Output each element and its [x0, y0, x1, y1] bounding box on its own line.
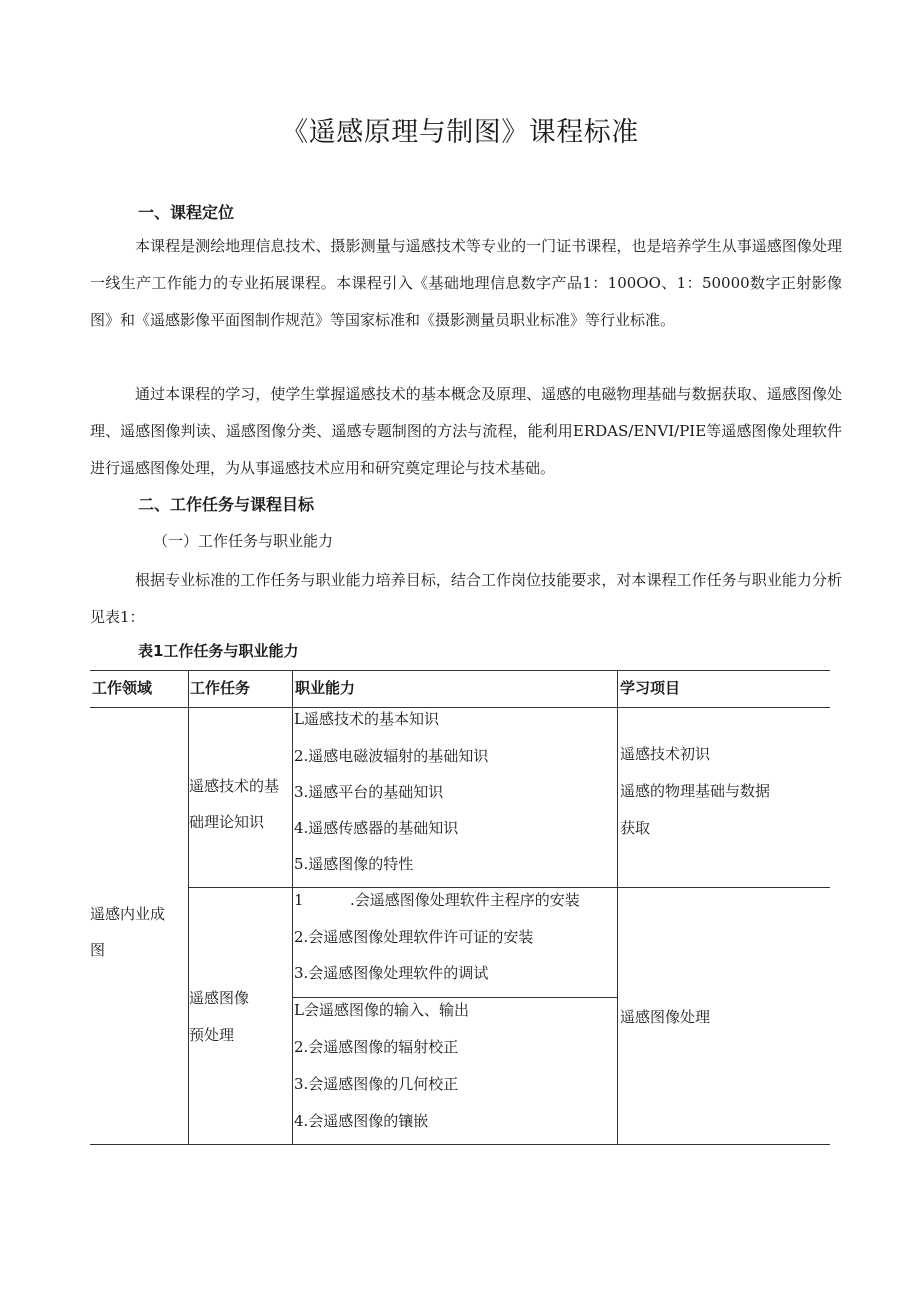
project-item: 遥感技术初识: [620, 745, 711, 763]
ability-item: 2.会遥感图像的辐射校正: [294, 1038, 459, 1056]
header-ability: 职业能力: [295, 679, 356, 697]
ability-item: L会遥感图像的输入、输出: [294, 1001, 469, 1019]
table-bottom-rule: [90, 1144, 830, 1145]
ability-item: 4.遥感传感器的基础知识: [294, 819, 459, 837]
table-caption: 表1工作任务与职业能力: [138, 642, 299, 660]
table-col-rule: [188, 670, 189, 1144]
ability-item: 3.会遥感图像处理软件的调试: [294, 964, 489, 982]
task-cell: 遥感图像: [189, 989, 250, 1007]
section-heading-tasks-goals: 二、工作任务与课程目标: [138, 495, 315, 514]
header-work-field: 工作领域: [92, 679, 153, 697]
ability-item: L遥感技术的基本知识: [294, 710, 439, 728]
paragraph-tasks-intro: 根据专业标准的工作任务与职业能力培养目标，结合工作岗位技能要求，对本课程工作任务与职业能力分析见表1：: [90, 571, 842, 626]
task-cell: 遥感技术的基: [189, 777, 280, 795]
ability-item: 5.遥感图像的特性: [294, 855, 414, 873]
header-project: 学习项目: [620, 679, 681, 697]
subsection-heading-tasks: （一）工作任务与职业能力: [153, 532, 334, 550]
table-col-rule: [292, 670, 293, 1144]
page-title: 《遥感原理与制图》课程标准: [281, 117, 639, 148]
header-work-task: 工作任务: [190, 679, 251, 697]
section-heading-course-position: 一、课程定位: [138, 203, 235, 222]
task-ability-table: [90, 670, 830, 1145]
ability-item: .会遥感图像处理软件主程序的安装: [350, 891, 580, 909]
task-cell: 础理论知识: [189, 813, 265, 831]
field-cell: 遥感内业成: [90, 905, 166, 923]
ability-item: 3.会遥感图像的几何校正: [294, 1075, 459, 1093]
project-item: 遥感的物理基础与数据: [620, 782, 771, 800]
field-cell: 图: [90, 941, 106, 959]
paragraph-course-position: 本课程是测绘地理信息技术、摄影测量与遥感技术等专业的一门证书课程，也是培养学生从事遥感图像处理一线生产工作能力的专业拓展课程。本课程引入《基础地理信息数字产品1：100OO、1：50000数字正射影像图》和《遥感影像平面图制作规范》等国家标准和《摄影测量员职业标准》等行业标准。: [90, 237, 842, 329]
ability-item: 4.会遥感图像的镶嵌: [294, 1112, 429, 1130]
project-item: 获取: [620, 819, 651, 837]
ability-item: 3.遥感平台的基础知识: [294, 783, 444, 801]
project-item: 遥感图像处理: [620, 1008, 711, 1026]
ability-item: 2.遥感电磁波辐射的基础知识: [294, 747, 489, 765]
task-cell: 预处理: [189, 1026, 235, 1044]
ability-item-number: 1: [294, 891, 304, 909]
table-col-rule: [617, 670, 618, 1144]
ability-item: 2.会遥感图像处理软件许可证的安装: [294, 928, 534, 946]
table-header-rule: [90, 707, 830, 708]
paragraph-course-goals: 通过本课程的学习，使学生掌握遥感技术的基本概念及原理、遥感的电磁物理基础与数据获取、遥感图像处理、遥感图像判读、遥感图像分类、遥感专题制图的方法与流程，能利用ERDAS/ENVI/PIE等遥感图像处理软件进行遥感图像处理，为从事遥感技术应用和研究奠定理论与技术基础。: [90, 385, 842, 477]
